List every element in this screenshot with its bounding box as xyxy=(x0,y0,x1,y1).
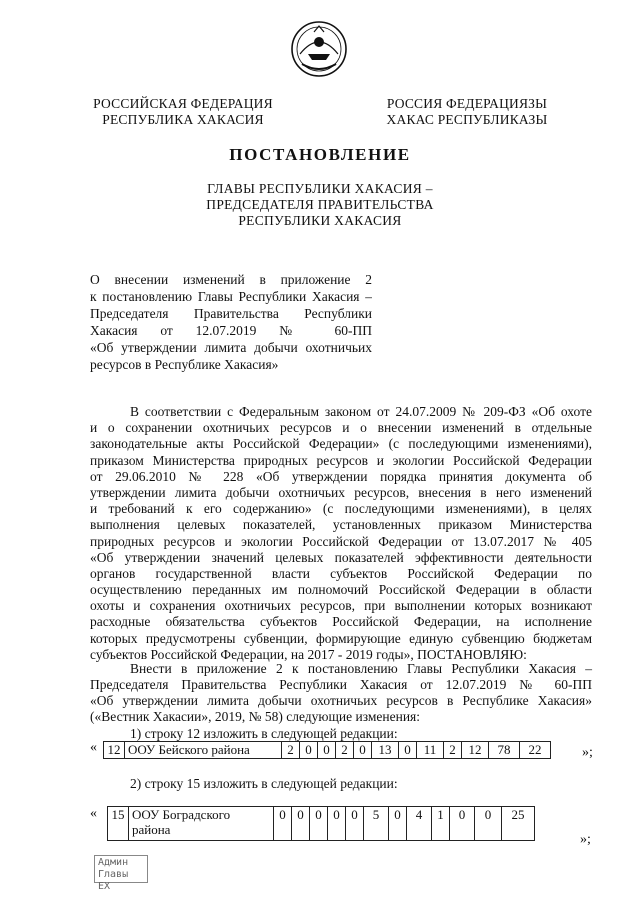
coat-of-arms-emblem xyxy=(290,20,348,78)
row-cell: 12 xyxy=(462,742,489,759)
row-cell: 0 xyxy=(346,807,364,841)
topic-line: ресурсов в Республике Хакасия» xyxy=(90,357,279,372)
main-text-line: законодательные акты Российской Федерации» (с последующими изменениями), xyxy=(90,436,592,452)
row-cell: 0 xyxy=(399,742,417,759)
row-cell: 0 xyxy=(292,807,310,841)
row-cell: 78 xyxy=(489,742,520,759)
main-text-line: которых предусмотрены субвенции, формирующие единую субвенцию бюджетам xyxy=(90,630,592,646)
subtitle-line: РЕСПУБЛИКИ ХАКАСИЯ xyxy=(238,213,402,228)
main-text-line: природных ресурсов и экологии Российской Федерации от 13.07.2017 № 405 xyxy=(90,533,592,549)
office-stamp xyxy=(94,855,148,892)
row-cell: ООУ Боградского района xyxy=(129,807,274,841)
main-text-line: охоты и сохранения охотничьих ресурсов, при выполнении которых возникают xyxy=(90,598,592,614)
quote-close: »; xyxy=(580,832,591,847)
topic-line: «Об утверждении лимита добычи охотничьих xyxy=(90,340,372,355)
row-cell: 0 xyxy=(300,742,318,759)
row-cell: 0 xyxy=(389,807,407,841)
row-cell: 1 xyxy=(432,807,450,841)
row-cell: 2 xyxy=(282,742,300,759)
quote-close: »; xyxy=(582,745,593,760)
header-left-line1: РОССИЙСКАЯ ФЕДЕРАЦИЯ xyxy=(93,96,273,111)
subtitle-line: ПРЕДСЕДАТЕЛЯ ПРАВИТЕЛЬСТВА xyxy=(206,197,434,212)
main-text-line: и требований к его содержанию» (с последующими изменениями), в целях xyxy=(90,501,592,517)
topic-block xyxy=(90,271,372,373)
amend-text-line: «Об утверждении лимита добычи охотничьих ресурсов в Республике Хакасия» xyxy=(90,693,592,708)
row-cell: 0 xyxy=(274,807,292,841)
row-15-table xyxy=(107,806,535,841)
row-cell: 13 xyxy=(372,742,399,759)
main-text-line: приказом Министерства природных ресурсов и экологии Российской Федерации xyxy=(90,452,592,468)
quote-open: « xyxy=(90,806,97,821)
main-text-line: В соответствии с Федеральным законом от 24.07.2009 № 209-ФЗ «Об охоте xyxy=(130,404,592,419)
stamp-line: Админ xyxy=(98,857,129,868)
stamp-line: Главы ЕХ xyxy=(98,869,129,892)
row-cell: 2 xyxy=(444,742,462,759)
document-subtitle xyxy=(0,181,640,229)
row-cell: 22 xyxy=(520,742,551,759)
row-cell: ООУ Бейского района xyxy=(125,742,282,759)
header-right-line1: РОССИЯ ФЕДЕРАЦИЯЗЫ xyxy=(386,96,548,111)
amend-text-line: Председателя Правительства Республики Хакасия от 12.07.2019 № 60-ПП xyxy=(90,677,592,692)
header-left xyxy=(88,96,278,128)
topic-line: О внесении изменений в приложение 2 xyxy=(90,272,372,287)
row-cell: 0 xyxy=(328,807,346,841)
main-text-line: от 29.06.2010 № 228 «Об утверждении порядка принятия документа об xyxy=(90,468,592,484)
main-text-line: субъектов Российской Федерации, на 2017 - 2019 годы», ПОСТАНОВЛЯЮ: xyxy=(90,646,527,662)
header-left-line2: РЕСПУБЛИКА ХАКАСИЯ xyxy=(102,112,264,127)
item2-label: 2) строку 15 изложить в следующей редакции: xyxy=(130,776,398,791)
row-cell: 11 xyxy=(417,742,444,759)
main-text xyxy=(90,404,592,663)
header-right-line2: ХАКАС РЕСПУБЛИКАЗЫ xyxy=(386,112,548,127)
main-text-line: осуществлению переданных им полномочий Российской Федерации в области xyxy=(90,582,592,598)
row-cell: 2 xyxy=(336,742,354,759)
amend-text-line: Внести в приложение 2 к постановлению Главы Республики Хакасия – xyxy=(130,661,592,676)
row-cell: 25 xyxy=(502,807,535,841)
header-right xyxy=(372,96,562,128)
row-cell: 0 xyxy=(354,742,372,759)
main-text-line: выполнения целевых показателей, установленных приказом Министерства xyxy=(90,517,592,533)
row-cell: 15 xyxy=(108,807,129,841)
row-12-table xyxy=(103,741,551,759)
main-text-line: «Об утверждении значений целевых показателей эффективности деятельности xyxy=(90,549,592,565)
row-cell: 12 xyxy=(104,742,125,759)
quote-open: « xyxy=(90,740,97,755)
amend-text xyxy=(90,661,592,725)
row-cell: 0 xyxy=(450,807,475,841)
main-text-line: и о сохранении охотничьих ресурсов и о внесении изменений в отдельные xyxy=(90,420,592,436)
amend-text-line: («Вестник Хакасии», 2019, № 58) следующие изменения: xyxy=(90,709,421,724)
row-cell: 0 xyxy=(310,807,328,841)
subtitle-line: ГЛАВЫ РЕСПУБЛИКИ ХАКАСИЯ – xyxy=(207,181,433,196)
main-text-line: расходные обязательства субъектов Российской Федерации, на исполнение xyxy=(90,614,592,630)
main-text-line: органов государственной власти субъектов Российской Федерации по xyxy=(90,565,592,581)
row-cell: 5 xyxy=(364,807,389,841)
row-cell: 0 xyxy=(318,742,336,759)
main-text-line: утверждении лимита добычи охотничьих ресурсов, внесения в него изменений xyxy=(90,484,592,500)
row-cell: 4 xyxy=(407,807,432,841)
row-cell: 0 xyxy=(475,807,502,841)
topic-line: Хакасия от 12.07.2019 № 60-ПП xyxy=(90,323,372,338)
document-title: ПОСТАНОВЛЕНИЕ xyxy=(229,145,411,164)
item1-label: 1) строку 12 изложить в следующей редакции: xyxy=(130,726,398,741)
topic-line: к постановлению Главы Республики Хакасия – xyxy=(90,289,372,304)
topic-line: Председателя Правительства Республики xyxy=(90,306,372,321)
